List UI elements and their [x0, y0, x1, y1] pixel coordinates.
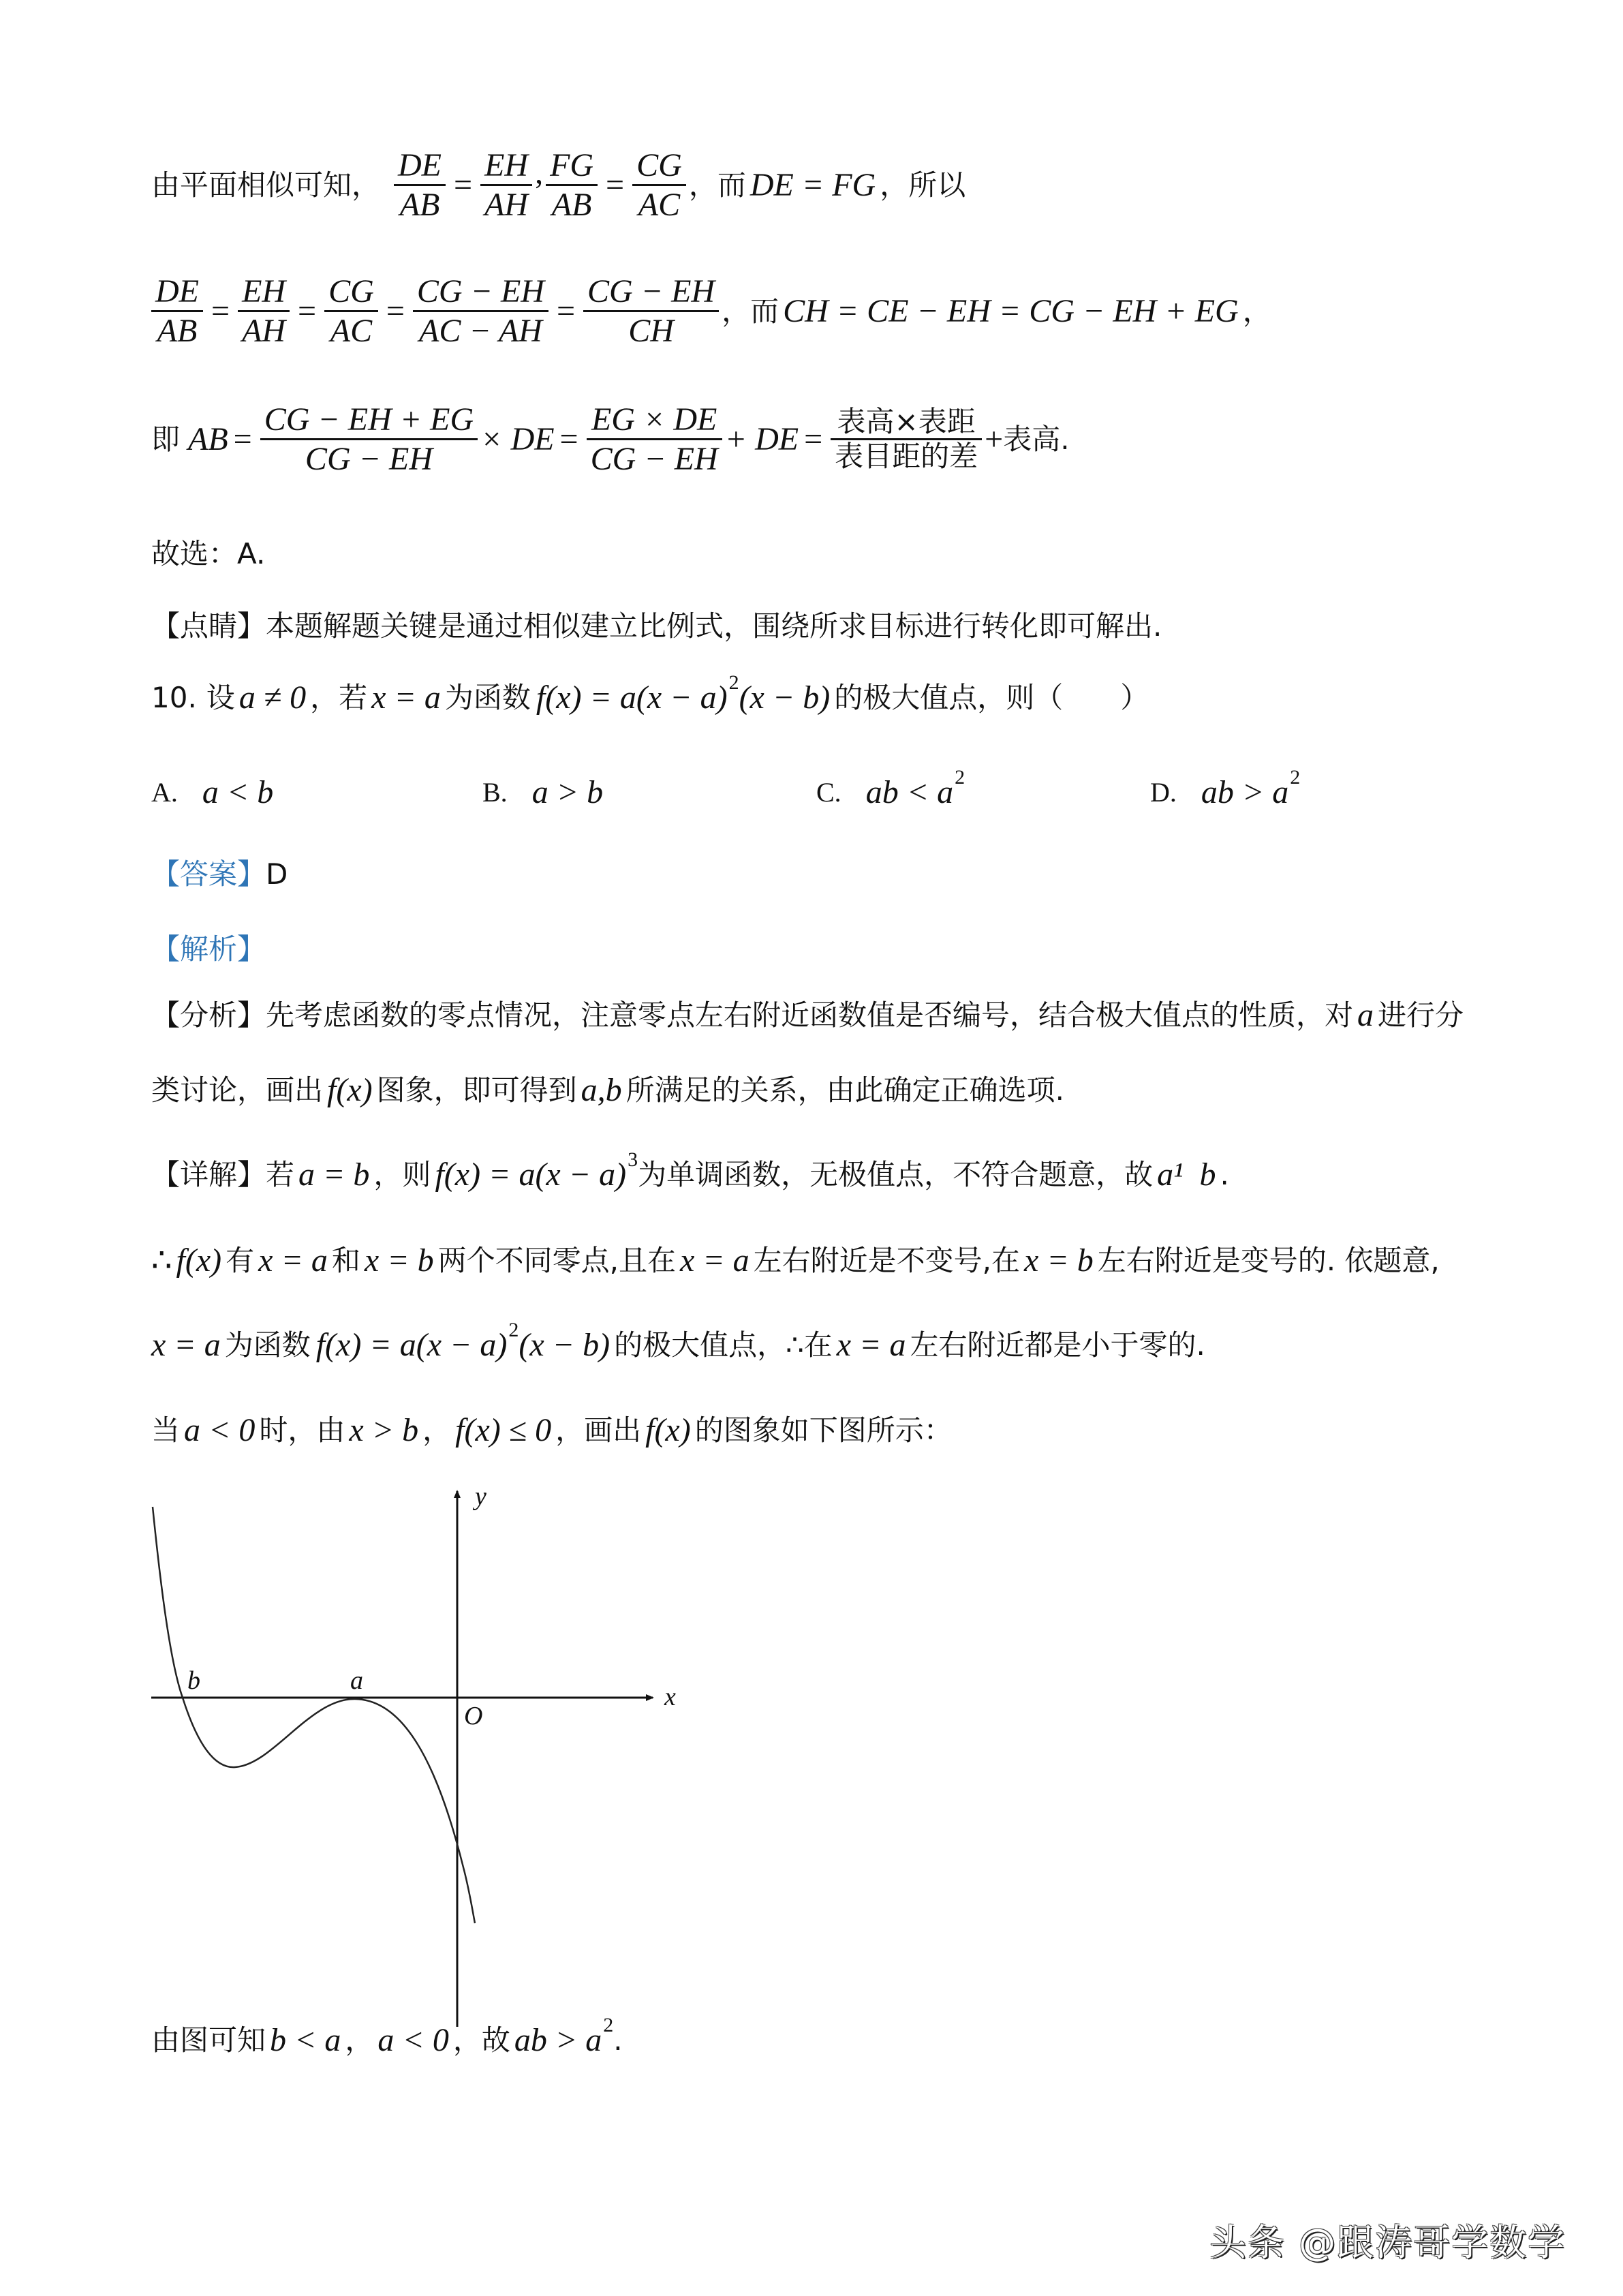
watermark: 头条 @跟涛哥学数学 — [1209, 2221, 1566, 2264]
detail-line-2: ∴ f(x) 有 x = a 和 x = b 两个不同零点,且在 x = a 左右附近是不变号,在 x = b 左右附近是变号的. 依题意, — [151, 1242, 1440, 1279]
analysis-line-2: 类讨论，画出 f(x) 图象，即可得到 a,b 所满足的关系，由此确定正确选项. — [151, 1072, 1064, 1108]
x-axis-label: x — [664, 1683, 676, 1711]
option-b[interactable]: B. a > b — [482, 774, 604, 810]
answer-label: 【答案】 — [151, 857, 266, 891]
fraction: $\frac{CG}{AC}$ — [632, 147, 686, 224]
fraction: $\frac{CG}{AC}$ — [324, 273, 378, 350]
analysis-header: 【解析】 — [151, 932, 266, 966]
detail-line-1: 【详解】 若 a = b ，则 f(x) = a(x − a) 3 为单调函数，无极值点，不符合题意，故 a¹ b . — [151, 1148, 1229, 1193]
question-number: 10. — [151, 681, 197, 714]
detail-line-3: x = a 为函数 f(x) = a(x − a) 2 (x − b) 的极大值点，∴在 x = a 左右附近都是小于零的. — [151, 1319, 1205, 1363]
question-stem: 10. 设 a ≠ 0 ，若 x = a 为函数 f(x) = a(x − a) 2 (x − b) 的极大值点，则（ ） — [151, 671, 1149, 716]
fraction: $\frac{CG - EH + EG}{CG - EH}$ — [260, 401, 478, 478]
y-axis-label: y — [475, 1482, 486, 1511]
proof-line-1: 由平面相似可知， $\frac{DE}{AB}$ = $\frac{EH}{AH}$ , $\frac{FG}{AB}$ = $\frac{CG}{AC}$ ，而 DE = FG ，所以 — [151, 147, 966, 224]
fraction: $\frac{EH}{AH}$ — [480, 147, 532, 224]
analysis-line-1: 【分析】 先考虑函数的零点情况，注意零点左右附近函数值是否编号，结合极大值点的性质，对 a 进行分 — [151, 997, 1464, 1033]
option-d[interactable]: D. ab > a 2 — [1150, 765, 1301, 810]
math-expr: DE = FG — [749, 166, 876, 203]
fraction: $\frac{EG \times DE}{CG - EH}$ — [587, 401, 722, 478]
fraction: $\frac{CG - EH}{AC - AH}$ — [413, 273, 548, 350]
math-expr: CH = CE − EH = CG − EH + EG — [783, 292, 1239, 329]
detail-line-4: 当 a < 0 时，由 x > b ， f(x) ≤ 0 ，画出 f(x) 的图象如下图所示： — [151, 1412, 953, 1448]
option-c[interactable]: C. ab < a 2 — [816, 765, 965, 810]
choice-line: 故选：A. — [151, 537, 266, 570]
proof-line-2: $\frac{DE}{AB}$ = $\frac{EH}{AH}$ = $\frac{CG}{AC}$ = $\frac{CG - EH}{AC - AH}$ = $\frac{CG - EH}{CH}$ ，而 CH = CE − EH = CG − EH + EG ， — [151, 273, 1271, 350]
option-a[interactable]: A. a < b — [151, 774, 274, 810]
analysis-label: 【分析】 — [151, 998, 266, 1032]
origin-label: O — [464, 1702, 483, 1730]
point-a-label: a — [350, 1666, 363, 1695]
fraction: $\frac{FG}{AB}$ — [546, 147, 598, 224]
fraction: $\frac{EH}{AH}$ — [238, 273, 290, 350]
fraction: $\frac{CG - EH}{CH}$ — [583, 273, 719, 350]
fraction: $\frac{\text{表高×表距}}{\text{表目距的差}}$ — [831, 405, 982, 474]
fraction: $\frac{DE}{AB}$ — [151, 273, 203, 350]
comment-label: 【点睛】 — [151, 609, 266, 643]
function-curve — [153, 1507, 475, 1923]
answer-value: D — [266, 857, 288, 891]
text: 由平面相似可知， — [151, 168, 381, 202]
conclusion-line: 由图可知 b < a ， a < 0 ，故 ab > a 2 . — [151, 2014, 623, 2058]
fraction: $\frac{DE}{AB}$ — [394, 147, 446, 224]
detail-label: 【详解】 — [151, 1158, 266, 1191]
comment-text: 本题解题关键是通过相似建立比例式，围绕所求目标进行转化即可解出. — [266, 609, 1162, 643]
proof-line-3: 即 AB = $\frac{CG - EH + EG}{CG - EH}$ × DE = $\frac{EG \times DE}{CG - EH}$ + DE = $\frac{\text{表高×表距}}{\text{表目距的差}}$ + 表高. — [151, 401, 1070, 478]
point-b-label: b — [187, 1666, 200, 1695]
